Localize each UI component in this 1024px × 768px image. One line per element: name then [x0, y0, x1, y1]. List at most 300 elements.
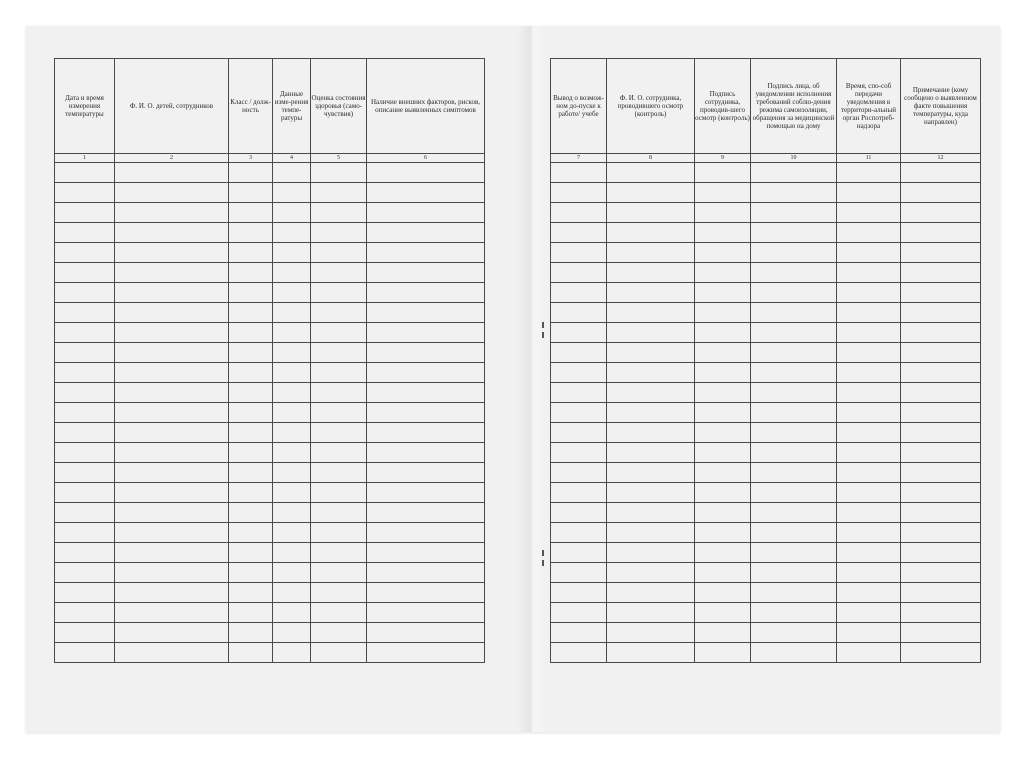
ledger-cell	[901, 343, 981, 363]
ledger-cell	[751, 643, 837, 663]
ledger-cell	[837, 543, 901, 563]
ledger-cell	[229, 243, 273, 263]
column-number: 12	[901, 154, 981, 163]
ledger-cell	[367, 163, 485, 183]
ledger-row	[55, 563, 485, 583]
ledger-row	[551, 583, 981, 603]
ledger-row	[551, 323, 981, 343]
ledger-cell	[55, 383, 115, 403]
ledger-cell	[115, 243, 229, 263]
ledger-cell	[367, 443, 485, 463]
ledger-cell	[901, 263, 981, 283]
ledger-cell	[367, 563, 485, 583]
ledger-cell	[367, 643, 485, 663]
ledger-cell	[901, 323, 981, 343]
ledger-cell	[607, 243, 695, 263]
ledger-cell	[551, 303, 607, 323]
ledger-cell	[901, 623, 981, 643]
ledger-cell	[751, 323, 837, 343]
ledger-cell	[55, 483, 115, 503]
col-header-self-isolation-signature: Подпись лица, об уведомлении исполнения требований соблю-дения режима самоизоляции, обращения за медицинской помощью на дому	[751, 59, 837, 154]
ledger-row	[551, 263, 981, 283]
ledger-cell	[695, 443, 751, 463]
ledger-cell	[229, 163, 273, 183]
ledger-cell	[751, 303, 837, 323]
ledger-cell	[837, 503, 901, 523]
ledger-cell	[311, 603, 367, 623]
ledger-cell	[55, 403, 115, 423]
ledger-cell	[695, 243, 751, 263]
ledger-cell	[55, 643, 115, 663]
column-number: 1	[55, 154, 115, 163]
ledger-cell	[695, 383, 751, 403]
ledger-cell	[695, 163, 751, 183]
ledger-cell	[837, 623, 901, 643]
ledger-cell	[551, 343, 607, 363]
ledger-cell	[551, 603, 607, 623]
ledger-cell	[367, 503, 485, 523]
ledger-cell	[607, 623, 695, 643]
ledger-row	[55, 423, 485, 443]
ledger-cell	[367, 223, 485, 243]
ledger-cell	[837, 563, 901, 583]
ledger-cell	[837, 323, 901, 343]
ledger-cell	[115, 483, 229, 503]
ledger-cell	[901, 163, 981, 183]
ledger-row	[551, 243, 981, 263]
ledger-cell	[367, 623, 485, 643]
col-header-health-assessment: Оценка состояния здоровья (само-чувствия)	[311, 59, 367, 154]
ledger-cell	[115, 183, 229, 203]
ledger-cell	[367, 303, 485, 323]
ledger-cell	[55, 163, 115, 183]
col-header-temperature: Данные изме-рения темпе-ратуры	[273, 59, 311, 154]
ledger-cell	[55, 323, 115, 343]
column-number: 9	[695, 154, 751, 163]
ledger-cell	[229, 263, 273, 283]
ledger-cell	[751, 403, 837, 423]
ledger-cell	[273, 603, 311, 623]
ledger-cell	[229, 623, 273, 643]
ledger-cell	[695, 643, 751, 663]
ledger-cell	[115, 463, 229, 483]
ledger-cell	[229, 543, 273, 563]
ledger-cell	[695, 223, 751, 243]
ledger-cell	[837, 303, 901, 323]
ledger-row	[55, 403, 485, 423]
ledger-cell	[551, 643, 607, 663]
ledger-cell	[367, 603, 485, 623]
column-number: 8	[607, 154, 695, 163]
col-header-inspector-name: Ф. И. О. сотрудника, проводившего осмотр (контроль)	[607, 59, 695, 154]
ledger-cell	[55, 583, 115, 603]
col-header-class-position: Класс / долж-ность	[229, 59, 273, 154]
ledger-cell	[367, 183, 485, 203]
ledger-cell	[607, 483, 695, 503]
ledger-cell	[607, 163, 695, 183]
col-header-inspector-signature: Подпись сотрудника, проводив-шего осмотр (контроль)	[695, 59, 751, 154]
ledger-cell	[751, 283, 837, 303]
ledger-cell	[837, 263, 901, 283]
ledger-cell	[695, 583, 751, 603]
ledger-cell	[901, 403, 981, 423]
ledger-cell	[311, 263, 367, 283]
ledger-cell	[901, 483, 981, 503]
ledger-cell	[115, 283, 229, 303]
ledger-cell	[901, 523, 981, 543]
ledger-cell	[273, 543, 311, 563]
ledger-cell	[901, 503, 981, 523]
ledger-cell	[229, 443, 273, 463]
ledger-row	[55, 463, 485, 483]
ledger-cell	[901, 183, 981, 203]
ledger-row	[55, 223, 485, 243]
ledger-cell	[751, 603, 837, 623]
ledger-cell	[901, 643, 981, 663]
ledger-cell	[607, 463, 695, 483]
ledger-cell	[837, 183, 901, 203]
ledger-cell	[607, 503, 695, 523]
ledger-cell	[837, 283, 901, 303]
ledger-cell	[229, 503, 273, 523]
ledger-cell	[695, 303, 751, 323]
ledger-cell	[273, 423, 311, 443]
ledger-cell	[751, 483, 837, 503]
ledger-cell	[607, 303, 695, 323]
ledger-cell	[901, 303, 981, 323]
column-number: 10	[751, 154, 837, 163]
ledger-cell	[229, 423, 273, 443]
ledger-cell	[55, 503, 115, 523]
ledger-cell	[229, 463, 273, 483]
ledger-cell	[551, 623, 607, 643]
ledger-cell	[273, 583, 311, 603]
ledger-cell	[115, 523, 229, 543]
ledger-cell	[311, 303, 367, 323]
ledger-cell	[367, 323, 485, 343]
ledger-cell	[607, 343, 695, 363]
ledger-cell	[273, 523, 311, 543]
ledger-cell	[55, 423, 115, 443]
col-header-notification-time: Время, спо-соб передачи уведомления в территори-альный орган Роспотреб-надзора	[837, 59, 901, 154]
ledger-cell	[115, 503, 229, 523]
ledger-cell	[229, 303, 273, 323]
ledger-cell	[901, 363, 981, 383]
ledger-row	[55, 363, 485, 383]
ledger-cell	[751, 623, 837, 643]
ledger-cell	[695, 543, 751, 563]
ledger-row	[55, 283, 485, 303]
ledger-cell	[367, 403, 485, 423]
ledger-cell	[367, 283, 485, 303]
ledger-cell	[837, 523, 901, 543]
ledger-cell	[115, 343, 229, 363]
ledger-cell	[273, 363, 311, 383]
ledger-row	[551, 203, 981, 223]
ledger-cell	[311, 183, 367, 203]
ledger-cell	[229, 203, 273, 223]
ledger-cell	[115, 383, 229, 403]
ledger-cell	[551, 583, 607, 603]
ledger-cell	[311, 563, 367, 583]
ledger-row	[55, 383, 485, 403]
ledger-cell	[55, 623, 115, 643]
ledger-cell	[695, 323, 751, 343]
ledger-cell	[273, 323, 311, 343]
ledger-cell	[551, 443, 607, 463]
ledger-cell	[115, 623, 229, 643]
ledger-cell	[901, 223, 981, 243]
ledger-cell	[311, 643, 367, 663]
ledger-cell	[837, 243, 901, 263]
ledger-cell	[229, 643, 273, 663]
ledger-cell	[751, 583, 837, 603]
ledger-cell	[607, 563, 695, 583]
ledger-cell	[695, 403, 751, 423]
ledger-cell	[367, 363, 485, 383]
ledger-cell	[55, 223, 115, 243]
ledger-cell	[751, 543, 837, 563]
ledger-cell	[311, 443, 367, 463]
ledger-row	[55, 643, 485, 663]
ledger-cell	[551, 323, 607, 343]
ledger-cell	[551, 463, 607, 483]
ledger-cell	[311, 323, 367, 343]
ledger-cell	[751, 383, 837, 403]
ledger-cell	[229, 483, 273, 503]
ledger-cell	[273, 163, 311, 183]
ledger-cell	[607, 423, 695, 443]
ledger-cell	[901, 243, 981, 263]
ledger-row	[55, 623, 485, 643]
ledger-row	[551, 163, 981, 183]
ledger-cell	[607, 543, 695, 563]
ledger-cell	[551, 223, 607, 243]
ledger-cell	[367, 423, 485, 443]
staple-top	[541, 322, 545, 338]
ledger-cell	[115, 403, 229, 423]
ledger-cell	[695, 483, 751, 503]
ledger-row	[55, 523, 485, 543]
ledger-cell	[311, 623, 367, 643]
ledger-cell	[273, 503, 311, 523]
ledger-cell	[607, 583, 695, 603]
ledger-cell	[837, 383, 901, 403]
ledger-cell	[367, 263, 485, 283]
ledger-cell	[273, 343, 311, 363]
ledger-row	[551, 463, 981, 483]
ledger-cell	[55, 303, 115, 323]
ledger-cell	[311, 523, 367, 543]
ledger-cell	[311, 483, 367, 503]
ledger-cell	[695, 263, 751, 283]
ledger-row	[55, 443, 485, 463]
ledger-cell	[115, 323, 229, 343]
ledger-cell	[551, 203, 607, 223]
ledger-cell	[607, 523, 695, 543]
ledger-row	[55, 543, 485, 563]
ledger-cell	[311, 543, 367, 563]
ledger-cell	[551, 243, 607, 263]
ledger-cell	[837, 163, 901, 183]
ledger-cell	[367, 203, 485, 223]
ledger-cell	[229, 363, 273, 383]
ledger-cell	[607, 603, 695, 623]
ledger-row	[55, 303, 485, 323]
ledger-cell	[229, 223, 273, 243]
ledger-cell	[837, 603, 901, 623]
ledger-cell	[551, 263, 607, 283]
ledger-row	[551, 503, 981, 523]
col-header-full-name: Ф. И. О. детей, сотрудников	[115, 59, 229, 154]
ledger-row	[55, 203, 485, 223]
ledger-cell	[273, 563, 311, 583]
ledger-cell	[551, 523, 607, 543]
ledger-cell	[367, 243, 485, 263]
ledger-cell	[837, 363, 901, 383]
col-header-risk-factors: Наличие внешних факторов, рисков, описание выявленных симптомов	[367, 59, 485, 154]
ledger-cell	[751, 523, 837, 543]
ledger-cell	[229, 603, 273, 623]
ledger-cell	[751, 163, 837, 183]
ledger-row	[551, 563, 981, 583]
ledger-cell	[751, 203, 837, 223]
ledger-cell	[273, 263, 311, 283]
ledger-cell	[695, 503, 751, 523]
ledger-cell	[607, 403, 695, 423]
ledger-row	[551, 303, 981, 323]
ledger-cell	[901, 383, 981, 403]
ledger-cell	[607, 323, 695, 343]
ledger-row	[551, 363, 981, 383]
ledger-cell	[751, 243, 837, 263]
ledger-row	[551, 423, 981, 443]
ledger-cell	[367, 343, 485, 363]
ledger-row	[551, 483, 981, 503]
ledger-cell	[837, 463, 901, 483]
ledger-cell	[751, 263, 837, 283]
ledger-cell	[607, 643, 695, 663]
ledger-cell	[311, 383, 367, 403]
left-column-number-row	[55, 154, 485, 163]
ledger-cell	[311, 243, 367, 263]
ledger-cell	[837, 403, 901, 423]
ledger-cell	[273, 443, 311, 463]
ledger-row	[551, 223, 981, 243]
ledger-cell	[55, 443, 115, 463]
ledger-cell	[751, 223, 837, 243]
ledger-cell	[695, 283, 751, 303]
ledger-cell	[55, 183, 115, 203]
ledger-cell	[695, 603, 751, 623]
ledger-cell	[837, 423, 901, 443]
ledger-cell	[901, 463, 981, 483]
ledger-cell	[311, 583, 367, 603]
ledger-cell	[751, 423, 837, 443]
ledger-cell	[311, 503, 367, 523]
ledger-cell	[607, 383, 695, 403]
ledger-cell	[55, 243, 115, 263]
ledger-cell	[311, 463, 367, 483]
ledger-cell	[551, 503, 607, 523]
ledger-cell	[837, 203, 901, 223]
ledger-cell	[901, 443, 981, 463]
column-number: 5	[311, 154, 367, 163]
right-column-number-row	[551, 154, 981, 163]
ledger-cell	[551, 163, 607, 183]
ledger-cell	[751, 563, 837, 583]
ledger-cell	[695, 363, 751, 383]
ledger-row	[55, 483, 485, 503]
ledger-cell	[311, 203, 367, 223]
ledger-cell	[751, 343, 837, 363]
ledger-cell	[607, 363, 695, 383]
ledger-cell	[367, 583, 485, 603]
ledger-cell	[273, 283, 311, 303]
ledger-cell	[273, 643, 311, 663]
column-number: 7	[551, 154, 607, 163]
ledger-cell	[551, 483, 607, 503]
right-page-table	[550, 58, 981, 663]
ledger-cell	[311, 343, 367, 363]
ledger-cell	[55, 283, 115, 303]
ledger-cell	[901, 203, 981, 223]
ledger-row	[551, 383, 981, 403]
ledger-cell	[115, 363, 229, 383]
ledger-cell	[115, 563, 229, 583]
ledger-cell	[229, 283, 273, 303]
column-number: 3	[229, 154, 273, 163]
ledger-cell	[901, 603, 981, 623]
staple-bottom	[541, 550, 545, 566]
book-gutter	[517, 26, 547, 732]
ledger-cell	[229, 563, 273, 583]
ledger-cell	[367, 463, 485, 483]
ledger-cell	[55, 343, 115, 363]
ledger-cell	[273, 463, 311, 483]
ledger-cell	[311, 403, 367, 423]
ledger-cell	[367, 383, 485, 403]
ledger-cell	[901, 583, 981, 603]
ledger-cell	[55, 523, 115, 543]
ledger-row	[551, 603, 981, 623]
ledger-cell	[229, 383, 273, 403]
ledger-row	[551, 283, 981, 303]
ledger-cell	[551, 383, 607, 403]
ledger-cell	[695, 343, 751, 363]
ledger-cell	[551, 283, 607, 303]
ledger-cell	[607, 223, 695, 243]
ledger-cell	[115, 443, 229, 463]
ledger-cell	[695, 623, 751, 643]
column-number: 4	[273, 154, 311, 163]
col-header-date-time: Дата и время измерения температуры	[55, 59, 115, 154]
ledger-cell	[311, 223, 367, 243]
ledger-row	[55, 323, 485, 343]
ledger-cell	[837, 643, 901, 663]
ledger-row	[55, 163, 485, 183]
ledger-cell	[901, 423, 981, 443]
ledger-cell	[229, 403, 273, 423]
ledger-cell	[229, 523, 273, 543]
ledger-cell	[115, 303, 229, 323]
ledger-row	[55, 243, 485, 263]
ledger-row	[551, 643, 981, 663]
ledger-cell	[901, 543, 981, 563]
ledger-cell	[55, 463, 115, 483]
ledger-row	[55, 263, 485, 283]
ledger-row	[55, 343, 485, 363]
